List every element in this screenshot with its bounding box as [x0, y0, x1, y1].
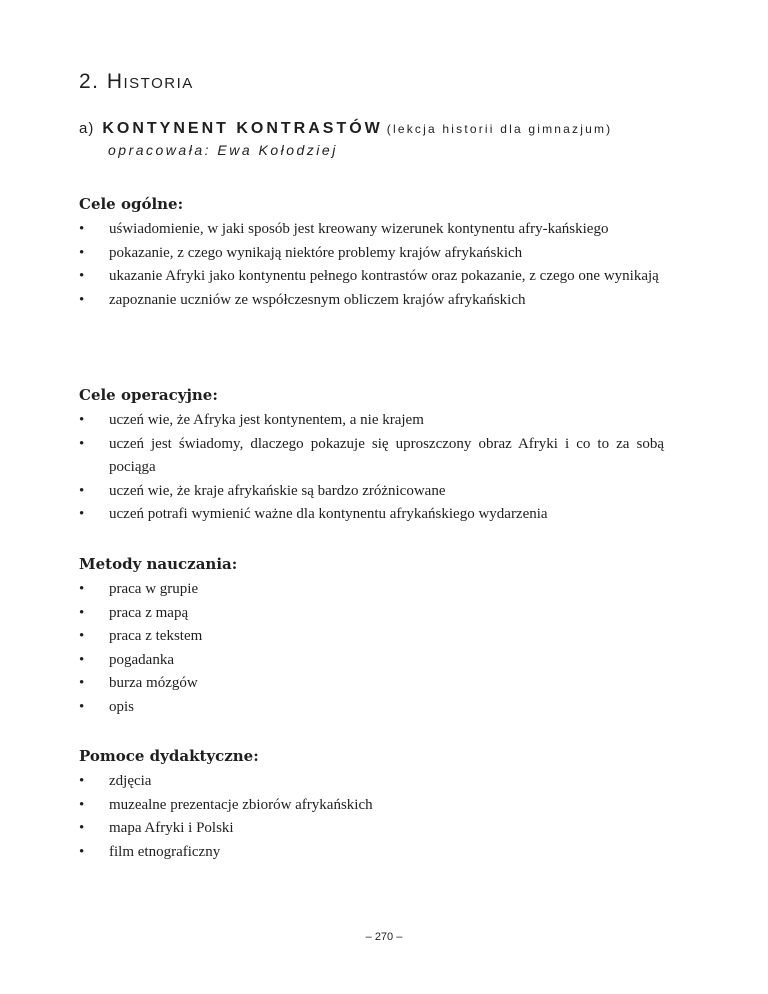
list-item: • uczeń jest świadomy, dlaczego pokazuje się uproszczony obraz Afryki i co to za sobą pociąga	[79, 433, 664, 480]
list-item: • pokazanie, z czego wynikają niektóre problemy krajów afrykańskich	[79, 242, 664, 266]
list-item: • burza mózgów	[79, 672, 664, 696]
page-number: – 270 –	[365, 931, 403, 943]
lesson-author: opracowała: Ewa Kołodziej	[108, 142, 338, 158]
list-item: • uczeń potrafi wymienić ważne dla kontynentu afrykańskiego wydarzenia	[79, 503, 664, 527]
bullet-icon: •	[79, 268, 85, 284]
list-item: • praca w grupie	[79, 578, 664, 602]
bullet-icon: •	[79, 482, 85, 499]
bullet-icon: •	[79, 244, 85, 261]
bullet-icon: •	[79, 651, 85, 668]
lesson-header	[79, 120, 699, 158]
list-item: • ukazanie Afryki jako kontynentu pełnego kontrastów oraz pokazanie, z czego one wynikają	[79, 265, 664, 289]
bullet-icon: •	[79, 773, 85, 789]
bullet-icon: •	[79, 291, 85, 308]
list-item: • praca z mapą	[79, 602, 664, 626]
bullet-list	[79, 770, 664, 864]
chapter-title: 2. Historia	[79, 70, 194, 93]
list-item: • opis	[79, 696, 664, 720]
bullet-icon: •	[79, 843, 85, 860]
lesson-subtitle: (lekcja historii dla gimnazjum)	[386, 122, 613, 136]
list-item: • zapoznanie uczniów ze współczesnym obliczem krajów afrykańskich	[79, 289, 664, 313]
bullet-icon: •	[79, 698, 85, 715]
list-item: • uczeń wie, że kraje afrykańskie są bardzo zróżnicowane	[79, 480, 664, 504]
bullet-icon: •	[79, 628, 85, 644]
list-item: • zdjęcia	[79, 770, 664, 794]
list-item: • muzealne prezentacje zbiorów afrykańskich	[79, 794, 664, 818]
bullet-list	[79, 218, 664, 312]
bullet-list	[79, 578, 664, 719]
bullet-list	[79, 409, 664, 527]
lesson-title: KONTYNENT KONTRASTÓW	[102, 120, 383, 137]
section-heading: Cele ogólne:	[79, 195, 184, 213]
section-heading: Pomoce dydaktyczne:	[79, 747, 259, 765]
list-item: • pogadanka	[79, 649, 664, 673]
bullet-icon: •	[79, 675, 85, 691]
list-item: • uczeń wie, że Afryka jest kontynentem, a nie krajem	[79, 409, 664, 433]
section-cele-ogolne	[79, 193, 664, 312]
bullet-icon: •	[79, 221, 85, 237]
bullet-icon: •	[79, 604, 85, 621]
bullet-icon: •	[79, 506, 85, 522]
section-metody-nauczania	[79, 553, 664, 719]
lesson-letter: a)	[79, 120, 95, 137]
list-item: • mapa Afryki i Polski	[79, 817, 664, 841]
bullet-icon: •	[79, 435, 85, 452]
bullet-icon: •	[79, 796, 85, 813]
section-heading: Cele operacyjne:	[79, 386, 218, 404]
section-heading: Metody nauczania:	[79, 555, 238, 573]
list-item: • film etnograficzny	[79, 841, 664, 865]
bullet-icon: •	[79, 820, 85, 836]
section-cele-operacyjne	[79, 384, 664, 527]
bullet-icon: •	[79, 581, 85, 597]
bullet-icon: •	[79, 412, 85, 428]
section-pomoce-dydaktyczne	[79, 745, 664, 864]
list-item: • praca z tekstem	[79, 625, 664, 649]
list-item: • uświadomienie, w jaki sposób jest kreowany wizerunek kontynentu afry-kańskiego	[79, 218, 664, 242]
